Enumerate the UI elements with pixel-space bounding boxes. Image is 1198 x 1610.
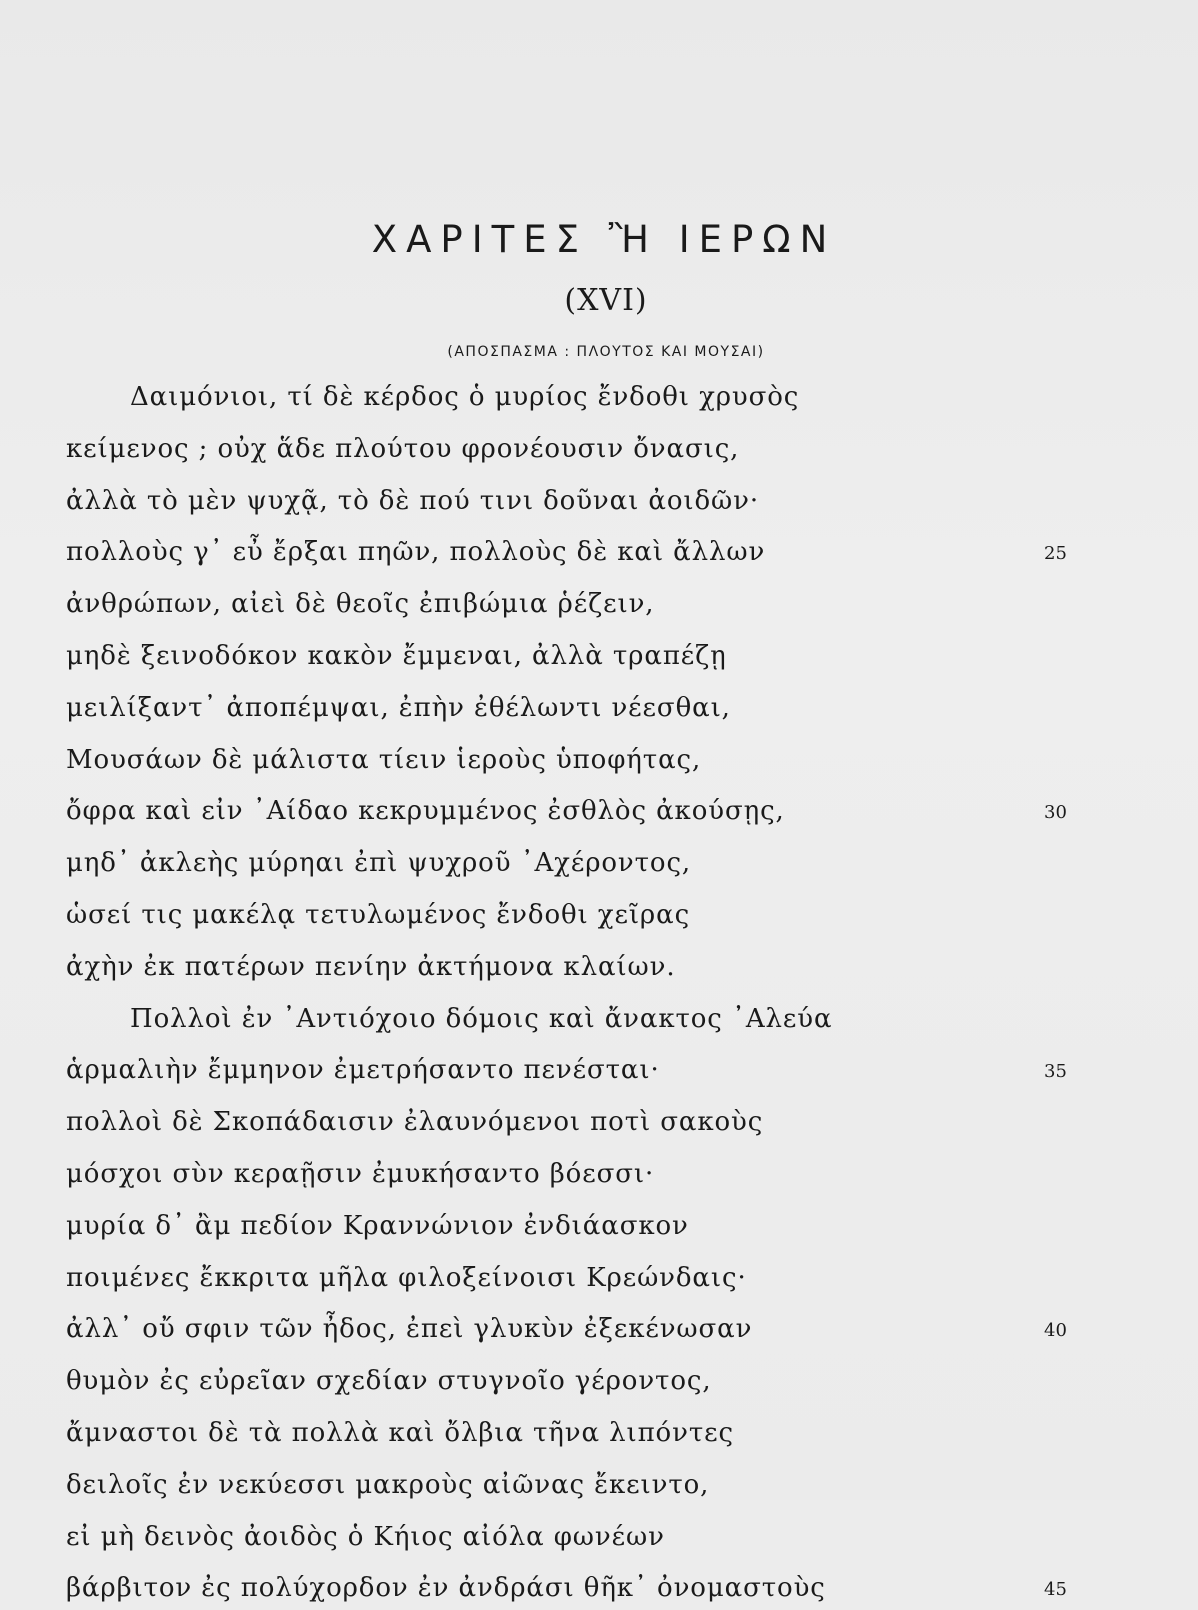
poem-line: Μουσάων δὲ μάλιστα τίειν ἱεροὺς ὑποφήτας,	[66, 744, 702, 775]
poem-number: (XVI)	[564, 283, 648, 318]
poem-line: πολλοὺς γ᾽ εὖ ἔρξαι πηῶν, πολλοὺς δὲ καὶ ἄλλων	[66, 537, 766, 568]
line-number: 45	[1044, 1579, 1067, 1601]
poem-title: ΧΑΡΙΤΕΣ Ἢ ΙΕΡΩΝ	[371, 218, 837, 261]
line-number: 35	[1044, 1061, 1067, 1083]
poem-line: βάρβιτον ἐς πολύχορδον ἐν ἀνδράσι θῆκ᾽ ὀνομαστοὺς	[66, 1573, 826, 1604]
poem-line: Πολλοὶ ἐν ᾽Αντιόχοιο δόμοις καὶ ἄνακτος ᾽Αλεύα	[130, 1003, 833, 1034]
poem-line: εἰ μὴ δεινὸς ἀοιδὸς ὁ Κήιος αἰόλα φωνέων	[66, 1521, 665, 1552]
poem-line: ἄμναστοι δὲ τὰ πολλὰ καὶ ὄλβια τῆνα λιπόντες	[66, 1418, 734, 1448]
poem-line: θυμὸν ἐς εὐρεῖαν σχεδίαν στυγνοῖο γέροντος,	[66, 1366, 712, 1397]
line-number: 25	[1044, 543, 1067, 565]
poem-line: ὡσεί τις μακέλᾳ τετυλωμένος ἔνδοθι χεῖρας	[66, 900, 691, 930]
poem-line: ἁρμαλιὴν ἔμμηνον ἐμετρήσαντο πενέσται·	[66, 1055, 660, 1086]
poem-line: μηδ᾽ ἀκλεὴς μύρηαι ἐπὶ ψυχροῦ ᾽Αχέροντος,	[66, 848, 692, 879]
poem-line: πολλοὶ δὲ Σκοπάδαισιν ἐλαυνόμενοι ποτὶ σακοὺς	[66, 1107, 764, 1138]
poem-line: μόσχοι σὺν κεραῇσιν ἐμυκήσαντο βόεσσι·	[66, 1159, 655, 1189]
poem-line: Δαιμόνιοι, τί δὲ κέρδος ὁ μυρίος ἔνδοθι χρυσὸς	[130, 382, 800, 412]
line-number: 30	[1044, 802, 1067, 824]
poem-line: ποιμένες ἔκκριτα μῆλα φιλοξείνοισι Κρεώνδαις·	[66, 1262, 747, 1293]
poem-line: ἀχὴν ἐκ πατέρων πενίην ἀκτήμονα κλαίων.	[66, 951, 676, 982]
poem-line: μειλίξαντ᾽ ἀποπέμψαι, ἐπὴν ἐθέλωντι νέεσθαι,	[66, 692, 731, 723]
poem-line: ἀλλ᾽ οὔ σφιν τῶν ἦδος, ἐπεὶ γλυκὺν ἐξεκένωσαν	[66, 1314, 753, 1345]
poem-line: ἀνθρώπων, αἰεὶ δὲ θεοῖς ἐπιβώμια ῥέζειν,	[66, 589, 655, 620]
poem-subtitle: (ΑΠΟΣΠΑΣΜΑ : ΠΛΟΥΤΟΣ ΚΑΙ ΜΟΥΣΑΙ)	[447, 344, 765, 360]
poem-line: ὄφρα καὶ εἰν ᾽Αίδαο κεκρυμμένος ἐσθλὸς ἀκούσῃς,	[66, 796, 785, 827]
poem-line: ἀλλὰ τὸ μὲν ψυχᾷ, τὸ δὲ πού τινι δοῦναι ἀοιδῶν·	[66, 485, 759, 516]
poem-line: μυρία δ᾽ ἂμ πεδίον Κραννώνιον ἐνδιάασκον	[66, 1210, 689, 1241]
poem-line: μηδὲ ξεινοδόκον κακὸν ἔμμεναι, ἀλλὰ τραπέζῃ	[66, 641, 727, 671]
poem-line: δειλοῖς ἐν νεκύεσσι μακροὺς αἰῶνας ἔκειντο,	[66, 1469, 710, 1500]
poem-line: κείμενος ; οὐχ ἅδε πλούτου φρονέουσιν ὄνασις,	[66, 433, 740, 464]
line-number: 40	[1044, 1320, 1067, 1342]
